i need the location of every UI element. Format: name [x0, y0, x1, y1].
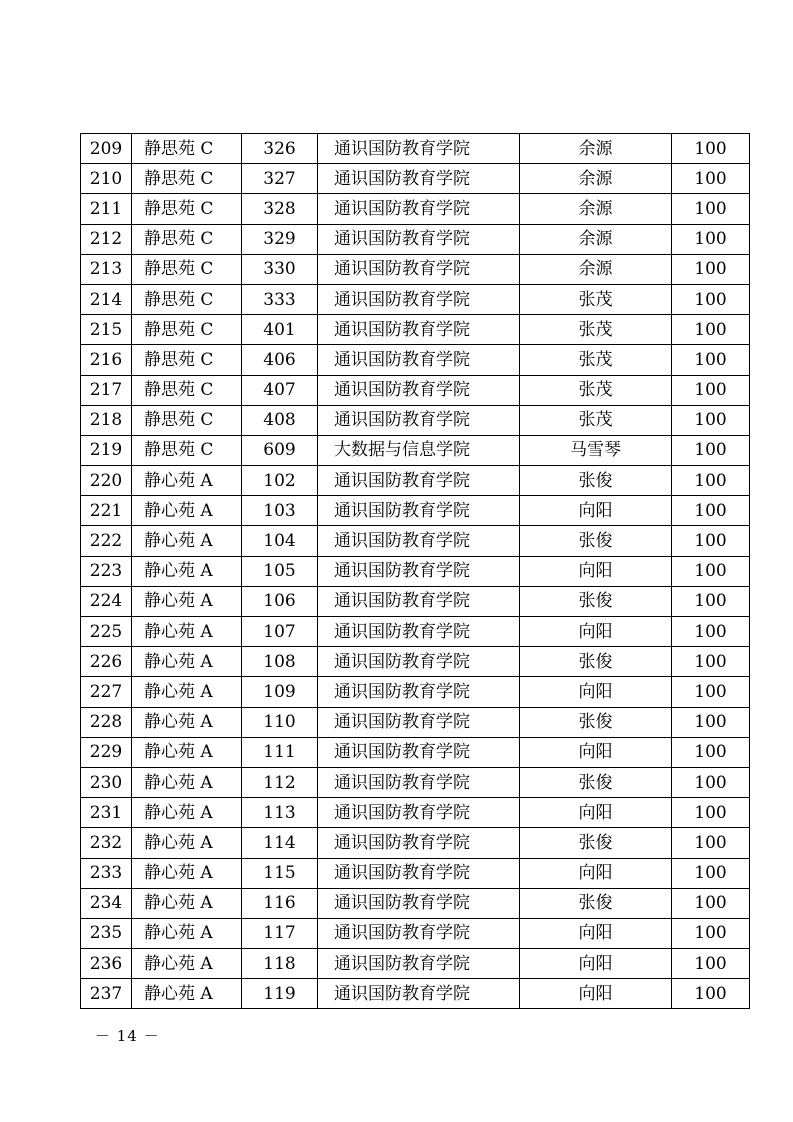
person-in-charge-cell: 张俊 — [520, 466, 672, 496]
person-in-charge-cell: 向阳 — [520, 918, 672, 948]
building-cell: 静思苑 C — [132, 164, 242, 194]
college-cell: 通识国防教育学院 — [318, 949, 520, 979]
table-row — [81, 556, 750, 586]
score-cell: 100 — [672, 194, 750, 224]
row-number-cell: 216 — [81, 345, 132, 375]
score-cell: 100 — [672, 737, 750, 767]
score-cell: 100 — [672, 918, 750, 948]
score-cell: 100 — [672, 647, 750, 677]
building-cell: 静思苑 C — [132, 194, 242, 224]
score-cell: 100 — [672, 888, 750, 918]
building-cell: 静心苑 A — [132, 949, 242, 979]
building-cell: 静心苑 A — [132, 466, 242, 496]
college-cell: 通识国防教育学院 — [318, 345, 520, 375]
score-cell: 100 — [672, 617, 750, 647]
score-cell: 100 — [672, 134, 750, 164]
room-number-cell: 329 — [242, 224, 318, 254]
college-cell: 通识国防教育学院 — [318, 617, 520, 647]
person-in-charge-cell: 张俊 — [520, 828, 672, 858]
table-row — [81, 798, 750, 828]
building-cell: 静思苑 C — [132, 284, 242, 314]
building-cell: 静心苑 A — [132, 767, 242, 797]
score-cell: 100 — [672, 284, 750, 314]
college-cell: 通识国防教育学院 — [318, 194, 520, 224]
room-number-cell: 112 — [242, 767, 318, 797]
table-row — [81, 707, 750, 737]
person-in-charge-cell: 向阳 — [520, 949, 672, 979]
building-cell: 静心苑 A — [132, 556, 242, 586]
person-in-charge-cell: 张茂 — [520, 375, 672, 405]
room-number-cell: 105 — [242, 556, 318, 586]
college-cell: 通识国防教育学院 — [318, 828, 520, 858]
score-cell: 100 — [672, 466, 750, 496]
table-row — [81, 888, 750, 918]
table-row — [81, 134, 750, 164]
score-cell: 100 — [672, 435, 750, 465]
room-number-cell: 103 — [242, 496, 318, 526]
person-in-charge-cell: 向阳 — [520, 556, 672, 586]
score-cell: 100 — [672, 556, 750, 586]
person-in-charge-cell: 余源 — [520, 254, 672, 284]
row-number-cell: 226 — [81, 647, 132, 677]
room-number-cell: 401 — [242, 315, 318, 345]
score-cell: 100 — [672, 496, 750, 526]
person-in-charge-cell: 张俊 — [520, 647, 672, 677]
room-number-cell: 406 — [242, 345, 318, 375]
college-cell: 通识国防教育学院 — [318, 556, 520, 586]
person-in-charge-cell: 张茂 — [520, 345, 672, 375]
person-in-charge-cell: 向阳 — [520, 798, 672, 828]
table-row — [81, 526, 750, 556]
room-number-cell: 110 — [242, 707, 318, 737]
table-row — [81, 466, 750, 496]
building-cell: 静思苑 C — [132, 345, 242, 375]
college-cell: 通识国防教育学院 — [318, 496, 520, 526]
row-number-cell: 231 — [81, 798, 132, 828]
building-cell: 静心苑 A — [132, 888, 242, 918]
building-cell: 静心苑 A — [132, 858, 242, 888]
building-cell: 静心苑 A — [132, 496, 242, 526]
table-row — [81, 617, 750, 647]
table-row — [81, 405, 750, 435]
dormitory-score-table — [80, 133, 750, 1009]
building-cell: 静心苑 A — [132, 828, 242, 858]
person-in-charge-cell: 余源 — [520, 224, 672, 254]
person-in-charge-cell: 向阳 — [520, 858, 672, 888]
score-cell: 100 — [672, 586, 750, 616]
building-cell: 静心苑 A — [132, 677, 242, 707]
table-row — [81, 164, 750, 194]
table-row — [81, 284, 750, 314]
college-cell: 通识国防教育学院 — [318, 284, 520, 314]
score-cell: 100 — [672, 345, 750, 375]
table-row — [81, 918, 750, 948]
row-number-cell: 218 — [81, 405, 132, 435]
table-row — [81, 949, 750, 979]
room-number-cell: 609 — [242, 435, 318, 465]
building-cell: 静心苑 A — [132, 918, 242, 948]
room-number-cell: 114 — [242, 828, 318, 858]
building-cell: 静思苑 C — [132, 315, 242, 345]
table-row — [81, 647, 750, 677]
room-number-cell: 116 — [242, 888, 318, 918]
table-row — [81, 435, 750, 465]
building-cell: 静思苑 C — [132, 134, 242, 164]
score-cell: 100 — [672, 767, 750, 797]
person-in-charge-cell: 张俊 — [520, 586, 672, 616]
table-row — [81, 496, 750, 526]
person-in-charge-cell: 余源 — [520, 194, 672, 224]
college-cell: 通识国防教育学院 — [318, 979, 520, 1009]
college-cell: 通识国防教育学院 — [318, 586, 520, 616]
table-row — [81, 828, 750, 858]
row-number-cell: 224 — [81, 586, 132, 616]
building-cell: 静思苑 C — [132, 254, 242, 284]
row-number-cell: 219 — [81, 435, 132, 465]
person-in-charge-cell: 张茂 — [520, 405, 672, 435]
table-row — [81, 345, 750, 375]
college-cell: 通识国防教育学院 — [318, 677, 520, 707]
row-number-cell: 223 — [81, 556, 132, 586]
row-number-cell: 230 — [81, 767, 132, 797]
score-cell: 100 — [672, 798, 750, 828]
room-number-cell: 106 — [242, 586, 318, 616]
college-cell: 大数据与信息学院 — [318, 435, 520, 465]
room-number-cell: 115 — [242, 858, 318, 888]
row-number-cell: 220 — [81, 466, 132, 496]
person-in-charge-cell: 向阳 — [520, 496, 672, 526]
row-number-cell: 212 — [81, 224, 132, 254]
table-row — [81, 375, 750, 405]
row-number-cell: 236 — [81, 949, 132, 979]
score-cell: 100 — [672, 164, 750, 194]
score-cell: 100 — [672, 254, 750, 284]
table-row — [81, 254, 750, 284]
person-in-charge-cell: 张俊 — [520, 707, 672, 737]
table-row — [81, 224, 750, 254]
score-cell: 100 — [672, 828, 750, 858]
table-row — [81, 858, 750, 888]
college-cell: 通识国防教育学院 — [318, 737, 520, 767]
row-number-cell: 215 — [81, 315, 132, 345]
room-number-cell: 109 — [242, 677, 318, 707]
table-row — [81, 586, 750, 616]
score-cell: 100 — [672, 949, 750, 979]
building-cell: 静思苑 C — [132, 435, 242, 465]
person-in-charge-cell: 马雪琴 — [520, 435, 672, 465]
room-number-cell: 117 — [242, 918, 318, 948]
person-in-charge-cell: 向阳 — [520, 979, 672, 1009]
row-number-cell: 214 — [81, 284, 132, 314]
building-cell: 静思苑 C — [132, 375, 242, 405]
person-in-charge-cell: 余源 — [520, 134, 672, 164]
room-number-cell: 111 — [242, 737, 318, 767]
college-cell: 通识国防教育学院 — [318, 767, 520, 797]
room-number-cell: 330 — [242, 254, 318, 284]
score-cell: 100 — [672, 979, 750, 1009]
building-cell: 静思苑 C — [132, 405, 242, 435]
person-in-charge-cell: 张茂 — [520, 315, 672, 345]
table-row — [81, 767, 750, 797]
page-number: － 14 － — [95, 1027, 160, 1045]
row-number-cell: 221 — [81, 496, 132, 526]
row-number-cell: 233 — [81, 858, 132, 888]
college-cell: 通识国防教育学院 — [318, 466, 520, 496]
room-number-cell: 327 — [242, 164, 318, 194]
college-cell: 通识国防教育学院 — [318, 405, 520, 435]
college-cell: 通识国防教育学院 — [318, 134, 520, 164]
score-cell: 100 — [672, 526, 750, 556]
college-cell: 通识国防教育学院 — [318, 647, 520, 677]
score-cell: 100 — [672, 224, 750, 254]
college-cell: 通识国防教育学院 — [318, 224, 520, 254]
row-number-cell: 232 — [81, 828, 132, 858]
building-cell: 静心苑 A — [132, 798, 242, 828]
person-in-charge-cell: 张俊 — [520, 526, 672, 556]
college-cell: 通识国防教育学院 — [318, 888, 520, 918]
college-cell: 通识国防教育学院 — [318, 315, 520, 345]
building-cell: 静心苑 A — [132, 617, 242, 647]
building-cell: 静心苑 A — [132, 526, 242, 556]
college-cell: 通识国防教育学院 — [318, 526, 520, 556]
room-number-cell: 326 — [242, 134, 318, 164]
room-number-cell: 113 — [242, 798, 318, 828]
room-number-cell: 408 — [242, 405, 318, 435]
building-cell: 静心苑 A — [132, 979, 242, 1009]
score-cell: 100 — [672, 707, 750, 737]
room-number-cell: 119 — [242, 979, 318, 1009]
table-body — [81, 134, 750, 1009]
row-number-cell: 225 — [81, 617, 132, 647]
table-row — [81, 677, 750, 707]
row-number-cell: 237 — [81, 979, 132, 1009]
college-cell: 通识国防教育学院 — [318, 375, 520, 405]
room-number-cell: 333 — [242, 284, 318, 314]
row-number-cell: 228 — [81, 707, 132, 737]
building-cell: 静心苑 A — [132, 707, 242, 737]
person-in-charge-cell: 向阳 — [520, 617, 672, 647]
room-number-cell: 108 — [242, 647, 318, 677]
score-cell: 100 — [672, 677, 750, 707]
person-in-charge-cell: 余源 — [520, 164, 672, 194]
row-number-cell: 217 — [81, 375, 132, 405]
table-row — [81, 979, 750, 1009]
row-number-cell: 229 — [81, 737, 132, 767]
person-in-charge-cell: 向阳 — [520, 737, 672, 767]
row-number-cell: 222 — [81, 526, 132, 556]
person-in-charge-cell: 向阳 — [520, 677, 672, 707]
college-cell: 通识国防教育学院 — [318, 858, 520, 888]
score-cell: 100 — [672, 375, 750, 405]
college-cell: 通识国防教育学院 — [318, 798, 520, 828]
building-cell: 静心苑 A — [132, 586, 242, 616]
row-number-cell: 235 — [81, 918, 132, 948]
score-cell: 100 — [672, 315, 750, 345]
college-cell: 通识国防教育学院 — [318, 164, 520, 194]
building-cell: 静心苑 A — [132, 737, 242, 767]
building-cell: 静思苑 C — [132, 224, 242, 254]
row-number-cell: 213 — [81, 254, 132, 284]
row-number-cell: 211 — [81, 194, 132, 224]
row-number-cell: 209 — [81, 134, 132, 164]
room-number-cell: 102 — [242, 466, 318, 496]
table-row — [81, 737, 750, 767]
room-number-cell: 107 — [242, 617, 318, 647]
room-number-cell: 104 — [242, 526, 318, 556]
college-cell: 通识国防教育学院 — [318, 254, 520, 284]
building-cell: 静心苑 A — [132, 647, 242, 677]
room-number-cell: 328 — [242, 194, 318, 224]
person-in-charge-cell: 张俊 — [520, 767, 672, 797]
room-number-cell: 118 — [242, 949, 318, 979]
table-row — [81, 315, 750, 345]
table-row — [81, 194, 750, 224]
college-cell: 通识国防教育学院 — [318, 918, 520, 948]
row-number-cell: 210 — [81, 164, 132, 194]
score-cell: 100 — [672, 858, 750, 888]
person-in-charge-cell: 张俊 — [520, 888, 672, 918]
row-number-cell: 234 — [81, 888, 132, 918]
row-number-cell: 227 — [81, 677, 132, 707]
person-in-charge-cell: 张茂 — [520, 284, 672, 314]
college-cell: 通识国防教育学院 — [318, 707, 520, 737]
score-cell: 100 — [672, 405, 750, 435]
room-number-cell: 407 — [242, 375, 318, 405]
